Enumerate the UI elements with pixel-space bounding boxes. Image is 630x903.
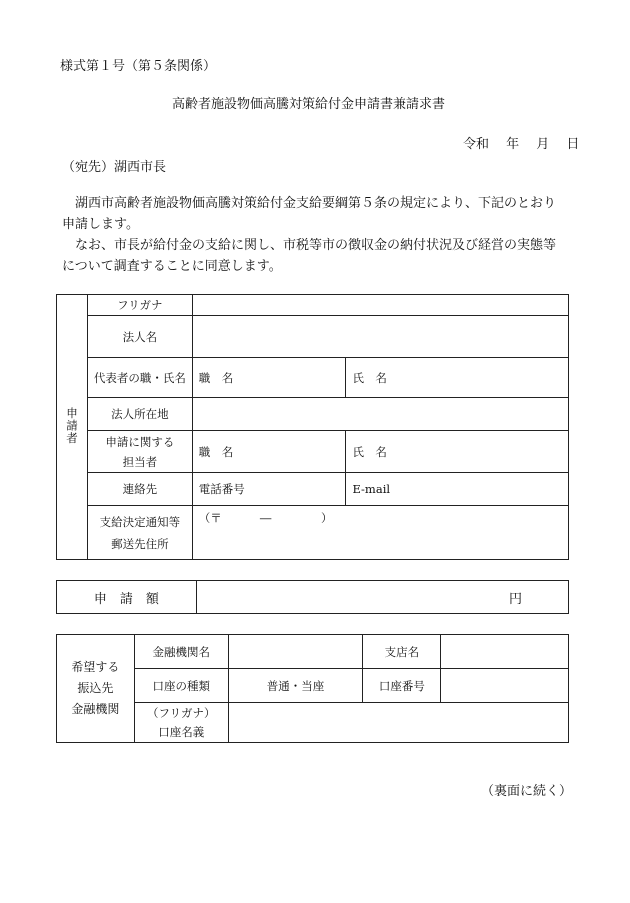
corp-name-field[interactable] [192,316,568,358]
branch-name-label: 支店名 [363,635,441,669]
yen-unit: 円 [508,591,522,607]
para2-line2: について調査することに同意します。 [62,259,282,274]
applicant-table [56,294,569,560]
date-line: 令和 年 月 日 [463,137,580,152]
form-number: 様式第１号（第５条関係） [60,59,217,74]
bank-name-field[interactable] [228,635,363,669]
account-number-field[interactable] [441,669,569,703]
furigana-field[interactable] [192,295,568,316]
amount-table [56,580,569,614]
rep-position-field[interactable]: 職 名 [192,358,346,398]
email-field[interactable]: E-mail [346,473,569,506]
account-type-field[interactable]: 普通・当座 [228,669,363,703]
amount-label: 申 請 額 [57,581,197,614]
contact-person-label: 申請に関する 担当者 [87,431,192,473]
account-holder-label: （フリガナ） 口座名義 [134,703,228,743]
account-number-label: 口座番号 [363,669,441,703]
corp-name-label: 法人名 [87,316,192,358]
account-holder-field[interactable] [228,703,568,743]
request-paragraph [62,193,582,277]
address-field[interactable] [192,398,568,431]
branch-name-field[interactable] [441,635,569,669]
contact-person-name-field[interactable]: 氏 名 [346,431,569,473]
continued-note: （裏面に続く） [481,784,573,799]
addressee: （宛先）湖西市長 [62,160,167,175]
para1-line2: 申請します。 [62,217,139,232]
notice-address-field[interactable] [192,506,568,560]
para2-line1: なお、市長が給付金の支給に関し、市税等市の徴収金の納付状況及び経営の実態等 [75,238,557,253]
account-type-label: 口座の種類 [134,669,228,703]
furigana-label: フリガナ [87,295,192,316]
bank-side-label: 希望する 振込先 金融機関 [57,635,135,743]
bank-table [56,634,569,743]
rep-label: 代表者の職・氏名 [87,358,192,398]
address-label: 法人所在地 [87,398,192,431]
para1-line1: 湖西市高齢者施設物価高騰対策給付金支給要綱第５条の規定により、下記のとおり [75,196,557,211]
contact-person-position-field[interactable]: 職 名 [192,431,346,473]
amount-field[interactable] [196,581,568,614]
notice-address-label: 支給決定通知等 郵送先住所 [87,506,192,560]
document-title: 高齢者施設物価高騰対策給付金申請書兼請求書 [172,97,446,112]
contact-label: 連絡先 [87,473,192,506]
bank-name-label: 金融機関名 [134,635,228,669]
applicant-side-label: 申請者 [57,295,88,560]
postal-code: （〒 ― ） [198,511,333,525]
rep-name-field[interactable]: 氏 名 [346,358,569,398]
phone-field[interactable]: 電話番号 [192,473,346,506]
